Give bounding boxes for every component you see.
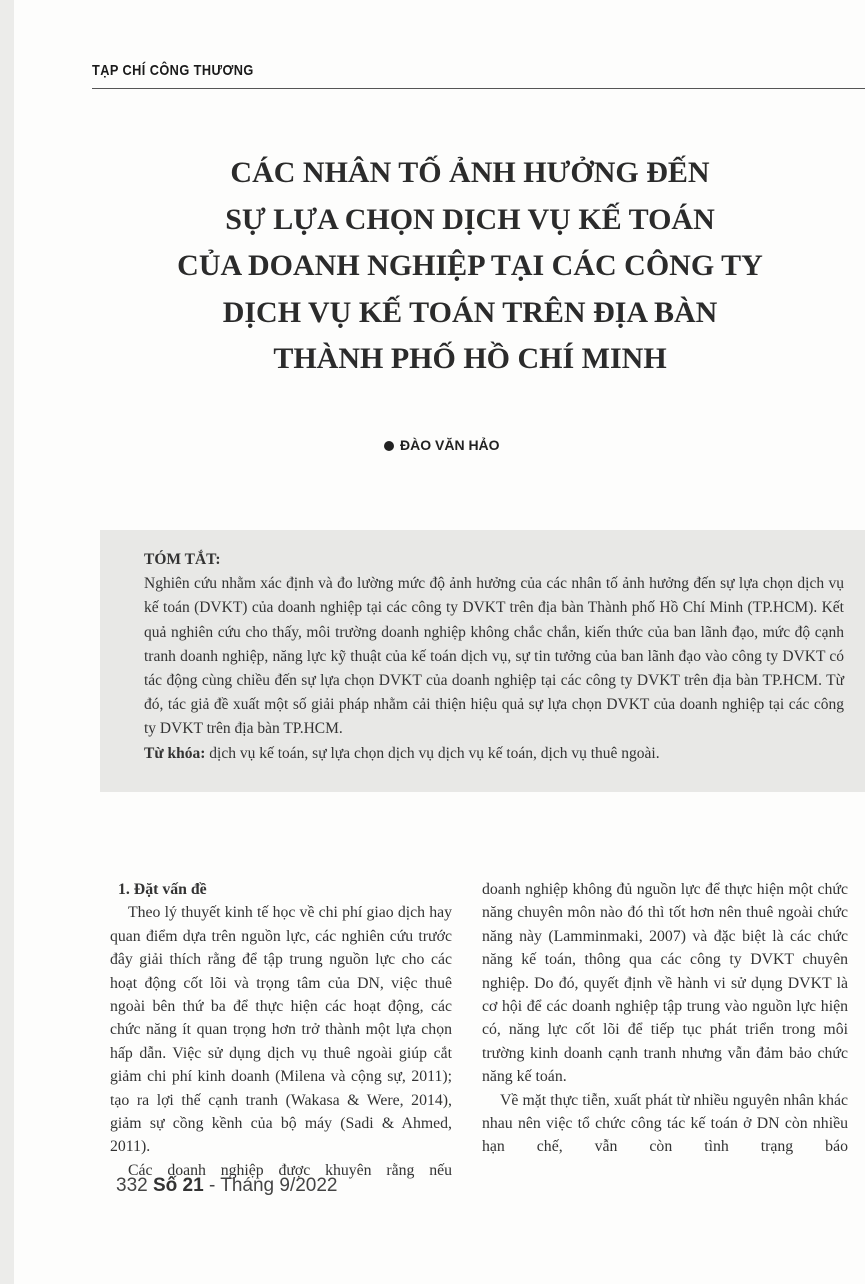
author xyxy=(384,437,500,453)
title-line: SỰ LỰA CHỌN DỊCH VỤ KẾ TOÁN xyxy=(225,202,715,236)
article-title xyxy=(100,150,840,383)
scan-edge xyxy=(0,0,14,1284)
keywords xyxy=(144,742,844,766)
bullet-icon xyxy=(384,441,394,451)
title-line: DỊCH VỤ KẾ TOÁN TRÊN ĐỊA BÀN xyxy=(222,295,718,329)
keywords-label: Từ khóa: xyxy=(144,744,206,762)
page-footer xyxy=(116,1175,338,1197)
paragraph: Theo lý thuyết kinh tế học về chi phí giao dịch hay quan điểm dựa trên nguồn lực, các nghiên cứu trước đây giải thích rằng để tập trung nguồn lực cho các hoạt động cốt lõi và trọng tâm của DN, việc thuê ngoài bên thứ ba để thực hiện các hoạt động, các chức năng ít quan trọng hơn trở thành một lựa chọn hấp dẫn. Việc sử dụng dịch vụ thuê ngoài giúp cắt giảm chi phí kinh doanh (Milena và cộng sự, 2011); tạo ra lợi thế cạnh tranh (Wakasa & Were, 2014), giảm sự cồng kềnh của bộ máy (Sadi & Ahmed, 2011). xyxy=(110,904,452,1156)
journal-name: TẠP CHÍ CÔNG THƯƠNG xyxy=(92,62,254,79)
abstract-text: Nghiên cứu nhằm xác định và đo lường mức độ ảnh hưởng của các nhân tố ảnh hưởng đến sự lựa chọn dịch vụ kế toán (DVKT) của doanh nghiệp tại các công ty DVKT trên địa bàn Thành phố Hồ Chí Minh (TP.HCM). Kết quả nghiên cứu cho thấy, môi trường doanh nghiệp không chắc chắn, kiến thức của ban lãnh đạo, mức độ cạnh tranh doanh nghiệp, năng lực kỹ thuật của kế toán dịch vụ, sự tin tưởng của ban lãnh đạo vào công ty DVKT có tác động cùng chiều đến sự lựa chọn DVKT của doanh nghiệp tại các công ty DVKT trên địa bàn TP.HCM. Từ đó, tác giả đề xuất một số giải pháp nhằm cải thiện hiệu quả sự lựa chọn DVKT của doanh nghiệp tại các công ty DVKT trên địa bàn TP.HCM. xyxy=(144,575,844,738)
author-name: ĐÀO VĂN HẢO xyxy=(400,437,500,453)
left-column xyxy=(110,878,452,1182)
abstract-box xyxy=(100,530,865,792)
abstract-heading: TÓM TẮT: xyxy=(144,551,221,568)
section-heading: 1. Đặt vấn đề xyxy=(118,881,207,898)
paragraph: Về mặt thực tiễn, xuất phát từ nhiều nguyên nhân khác nhau nên việc tổ chức công tác kế toán ở DN còn nhiều hạn chế, vẫn còn tình trạng báo xyxy=(482,1091,848,1156)
title-line: THÀNH PHỐ HỒ CHÍ MINH xyxy=(273,342,667,375)
header-rule xyxy=(92,88,865,89)
title-line: CỦA DOANH NGHIỆP TẠI CÁC CÔNG TY xyxy=(177,249,763,282)
title-line: CÁC NHÂN TỐ ẢNH HƯỞNG ĐẾN xyxy=(230,156,710,189)
keywords-text: dịch vụ kế toán, sự lựa chọn dịch vụ dịch vụ kế toán, dịch vụ thuê ngoài. xyxy=(205,744,660,762)
right-column xyxy=(482,878,848,1159)
paragraph: Các doanh nghiệp được khuyên rằng nếu xyxy=(128,1161,452,1179)
issue-number: Số 21 xyxy=(152,1175,204,1196)
paragraph: doanh nghiệp không đủ nguồn lực để thực hiện một chức năng chuyên môn nào đó thì tốt hơn nên thuê ngoài chức năng này (Lamminmaki, 2007) và đặc biệt là các chức năng kế toán, thông qua các công ty DVKT chuyên nghiệp. Do đó, quyết định về hành vi sử dụng DVKT là cơ hội để các doanh nghiệp tập trung vào nguồn lực hiện có, năng lực cốt lõi để tiếp tục phát triển trong môi trường kinh doanh cạnh tranh nhưng vẫn đảm bảo chức năng kế toán. xyxy=(482,881,848,1086)
issue-date: - Tháng 9/2022 xyxy=(203,1175,338,1196)
page-number: 332 xyxy=(116,1175,148,1196)
